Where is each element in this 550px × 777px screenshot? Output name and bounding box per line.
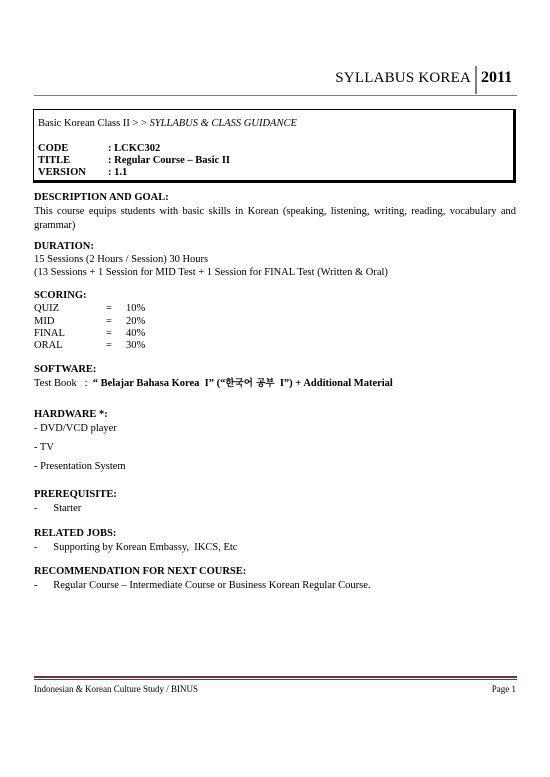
prerequisite-item: - Starter bbox=[34, 503, 82, 514]
hardware-item: - Presentation System bbox=[34, 461, 126, 472]
software-prefix: Test Book : bbox=[34, 378, 93, 389]
prerequisite-heading: PREREQUISITE: bbox=[34, 489, 117, 500]
duration-heading: DURATION: bbox=[34, 241, 94, 252]
header-separator bbox=[475, 66, 477, 94]
title-row bbox=[38, 155, 230, 166]
page-number: Page 1 bbox=[491, 684, 516, 694]
score-equals: = bbox=[106, 340, 112, 351]
description-text: This course equips students with basic skills in Korean (speaking, listening, writing, reading, vocabulary and grammar) bbox=[34, 206, 516, 231]
recommendation-heading: RECOMMENDATION FOR NEXT COURSE: bbox=[34, 566, 247, 577]
course-info-box bbox=[33, 109, 516, 183]
hardware-item: - DVD/VCD player bbox=[34, 423, 117, 434]
score-label: QUIZ bbox=[34, 303, 60, 314]
code-value: : LCKC302 bbox=[108, 143, 161, 154]
related-jobs-item: - Supporting by Korean Embassy, IKCS, Etc bbox=[34, 542, 238, 553]
header-title: SYLLABUS KOREA bbox=[335, 70, 471, 86]
score-row-mid bbox=[34, 316, 145, 327]
breadcrumb bbox=[38, 118, 297, 129]
score-row-quiz bbox=[34, 303, 145, 314]
breadcrumb-section: SYLLABUS & CLASS GUIDANCE bbox=[149, 118, 297, 129]
page-header bbox=[0, 66, 550, 96]
version-row bbox=[38, 167, 127, 178]
score-row-final bbox=[34, 328, 145, 339]
breadcrumb-course: Basic Korean Class II > > bbox=[38, 118, 150, 129]
title-label: TITLE bbox=[38, 155, 71, 166]
score-value: 30% bbox=[126, 340, 146, 351]
score-label: FINAL bbox=[34, 328, 65, 339]
description-heading: DESCRIPTION AND GOAL: bbox=[34, 192, 169, 203]
software-heading: SOFTWARE: bbox=[34, 364, 97, 375]
version-label: VERSION bbox=[38, 167, 86, 178]
footer-rule bbox=[34, 676, 517, 678]
code-row bbox=[38, 143, 160, 154]
scoring-heading: SCORING: bbox=[34, 290, 87, 301]
version-value: : 1.1 bbox=[108, 167, 128, 178]
software-book-suffix: I”) + Additional Material bbox=[274, 378, 393, 389]
score-value: 10% bbox=[126, 303, 146, 314]
hardware-item: - TV bbox=[34, 442, 54, 453]
score-equals: = bbox=[106, 328, 112, 339]
recommendation-item: - Regular Course – Intermediate Course or Business Korean Regular Course. bbox=[34, 580, 371, 591]
software-korean-title: 한국어 공부 bbox=[225, 378, 275, 389]
related-jobs-heading: RELATED JOBS: bbox=[34, 528, 117, 539]
header-year: 2011 bbox=[481, 69, 513, 86]
score-equals: = bbox=[106, 316, 112, 327]
score-label: MID bbox=[34, 316, 55, 327]
software-book-title: “ Belajar Bahasa Korea I” (“ bbox=[92, 378, 226, 389]
hardware-heading: HARDWARE *: bbox=[34, 409, 108, 420]
software-line bbox=[34, 377, 393, 391]
score-label: ORAL bbox=[34, 340, 63, 351]
title-value: : Regular Course – Basic II bbox=[108, 155, 231, 166]
score-equals: = bbox=[106, 303, 112, 314]
score-value: 40% bbox=[126, 328, 146, 339]
header-rule bbox=[34, 95, 517, 96]
duration-line-1: 15 Sessions (2 Hours / Session) 30 Hours bbox=[34, 254, 209, 265]
footer-institution: Indonesian & Korean Culture Study / BINUS bbox=[34, 684, 198, 694]
code-label: CODE bbox=[38, 143, 69, 154]
score-row-oral bbox=[34, 340, 145, 351]
score-value: 20% bbox=[126, 316, 146, 327]
footer-rule-thin bbox=[34, 679, 517, 680]
duration-line-2: (13 Sessions + 1 Session for MID Test + 1 Session for FINAL Test (Written & Oral) bbox=[34, 267, 388, 278]
